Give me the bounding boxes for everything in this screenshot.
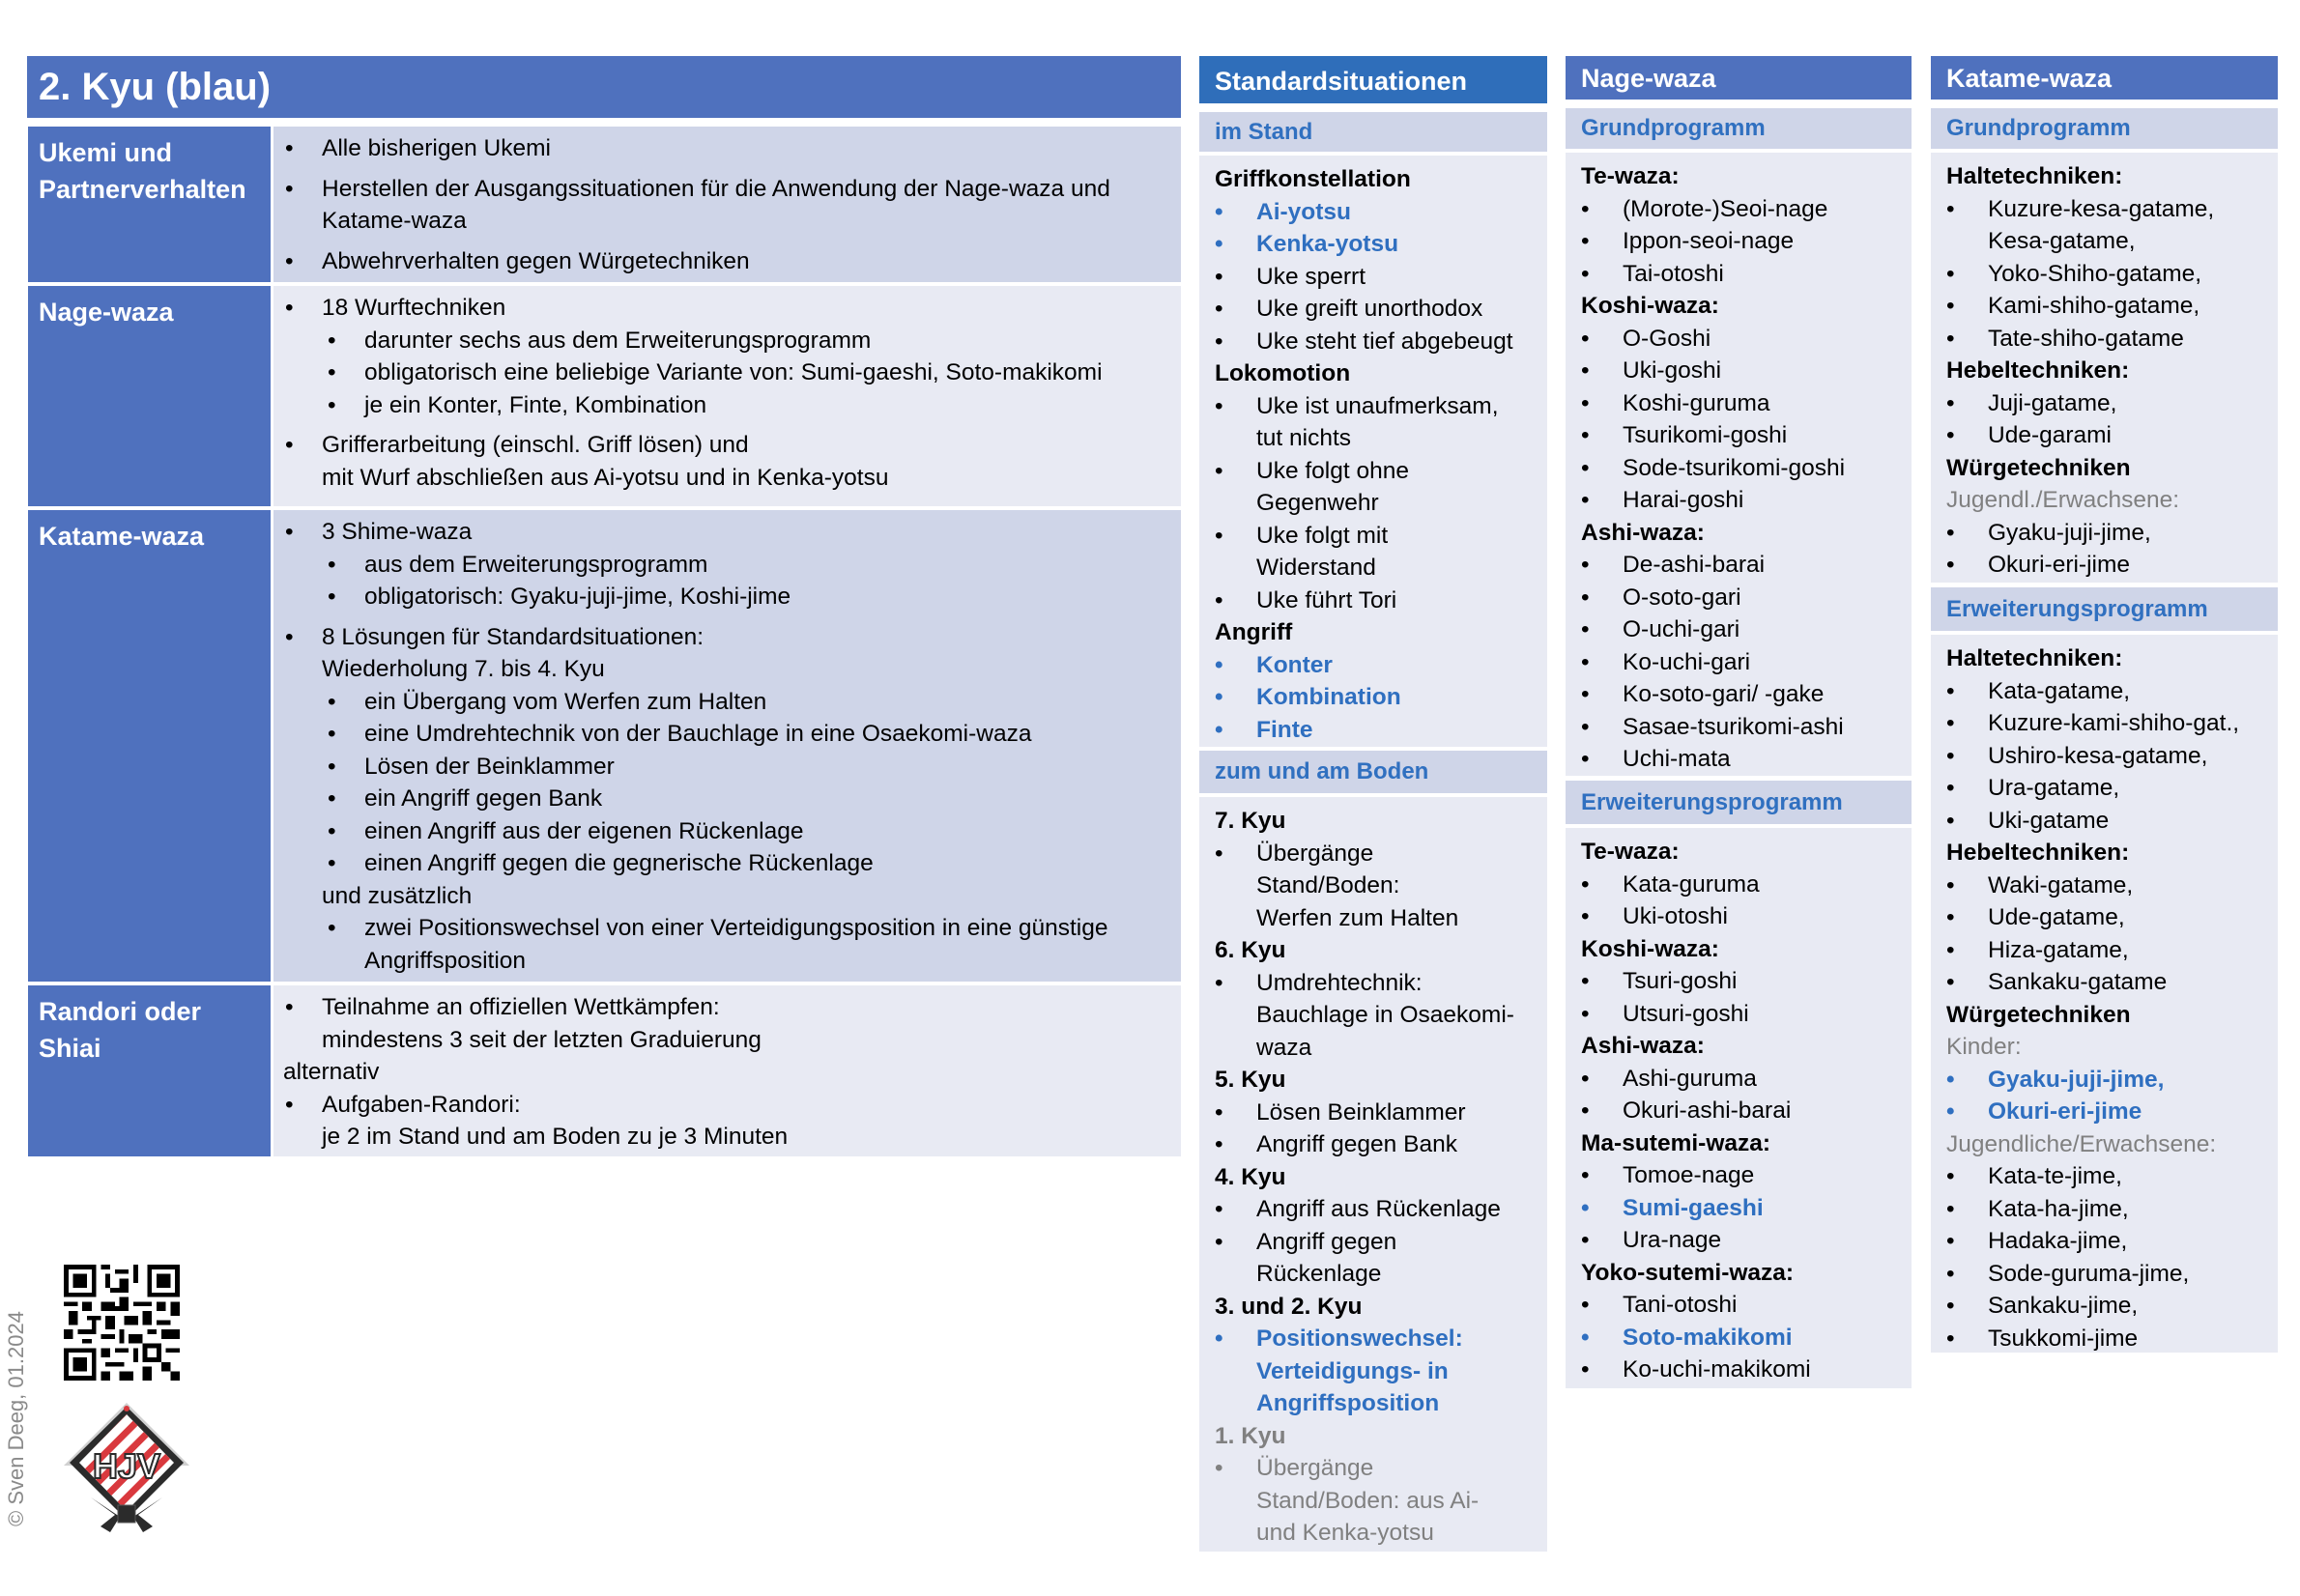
list-item: • Sankaku-gatame <box>1946 966 2270 999</box>
row-label-line: Partnerverhalten <box>39 175 246 204</box>
group-heading: Yoko-sutemi-waza: <box>1581 1259 1795 1286</box>
list-item: • Sode-tsurikomi-goshi <box>1581 452 1904 485</box>
list-item-highlight: • Positionswechsel: <box>1215 1323 1539 1355</box>
list-item-continuation: Angriffsposition <box>1256 1390 1440 1416</box>
list-item: • Herstellen der Ausgangssituationen für die Anwendung der Nage-waza und <box>283 173 1181 206</box>
list-item: • Alle bisherigen Ukemi <box>283 132 1181 165</box>
list-item: • Uke führt Tori <box>1215 584 1539 617</box>
list-item: • Kuzure-kami-shiho-gat., <box>1946 707 2270 740</box>
list-item-continuation: mindestens 3 seit der letzten Graduierung <box>322 1026 762 1053</box>
qr-code-icon[interactable] <box>64 1265 180 1381</box>
row-content-randori <box>273 985 1181 1156</box>
list-item: • Aufgaben-Randori: <box>283 1089 1181 1122</box>
list-item: • O-uchi-gari <box>1581 613 1904 646</box>
list-item: • Kata-guruma <box>1581 869 1904 901</box>
section-body-katame-erweiterungsprogramm <box>1931 635 2278 1353</box>
list-note: alternativ <box>283 1059 380 1085</box>
sub-list-item: • obligatorisch: Gyaku-juji-jime, Koshi-jime <box>283 581 1181 613</box>
list-item-highlight: • Finte <box>1215 714 1539 747</box>
list-item: • De-ashi-barai <box>1581 549 1904 582</box>
row-label-line: Shiai <box>39 1034 101 1063</box>
group-heading: Würgetechniken <box>1946 454 2131 481</box>
list-item: • Koshi-guruma <box>1581 387 1904 420</box>
group-heading: Ma-sutemi-waza: <box>1581 1129 1771 1156</box>
group-heading: Hebeltechniken: <box>1946 357 2130 384</box>
group-heading: 7. Kyu <box>1215 808 1286 834</box>
list-item-continuation: Wiederholung 7. bis 4. Kyu <box>322 656 605 682</box>
list-item: • Angriff aus Rückenlage <box>1215 1193 1539 1226</box>
page-title: 2. Kyu (blau) <box>27 56 1181 118</box>
list-item: • Uki-gatame <box>1946 805 2270 838</box>
list-item: • Uki-otoshi <box>1581 900 1904 933</box>
list-item: • (Morote-)Seoi-nage <box>1581 193 1904 226</box>
list-item: • Tate-shiho-gatame <box>1946 323 2270 356</box>
list-item-highlight: • Ai-yotsu <box>1215 196 1539 229</box>
list-item-continuation: Verteidigungs- in <box>1256 1357 1449 1384</box>
group-heading: Würgetechniken <box>1946 1001 2131 1028</box>
list-item-highlight: • Kombination <box>1215 681 1539 714</box>
list-item: • Uke folgt ohne <box>1215 455 1539 488</box>
list-item-continuation: und zusätzlich <box>322 882 473 909</box>
sub-list-item: • obligatorisch eine beliebige Variante von: Sumi-gaeshi, Soto-makikomi <box>283 356 1181 389</box>
row-content-ukemi <box>273 127 1181 282</box>
list-item: • Angriff gegen <box>1215 1226 1539 1259</box>
list-item-highlight: • Okuri-eri-jime <box>1946 1096 2270 1128</box>
section-body-nage-grundprogramm <box>1566 153 1912 776</box>
list-item: • Waki-gatame, <box>1946 869 2270 902</box>
column-header-standardsituationen: Standardsituationen <box>1199 56 1547 103</box>
list-item: • Tsukkomi-jime <box>1946 1323 2270 1355</box>
group-heading: Koshi-waza: <box>1581 293 1719 319</box>
list-item: • Tai-otoshi <box>1581 258 1904 291</box>
list-item: • Tsurikomi-goshi <box>1581 419 1904 452</box>
group-subheading-muted: Jugendliche/Erwachsene: <box>1946 1130 2217 1157</box>
row-label-line: Ukemi und <box>39 138 173 167</box>
list-item: • O-soto-gari <box>1581 582 1904 614</box>
list-item: • Hadaka-jime, <box>1946 1225 2270 1258</box>
list-item: • Ude-gatame, <box>1946 901 2270 934</box>
list-item: • Kuzure-kesa-gatame, <box>1946 193 2270 226</box>
section-body-katame-grundprogramm <box>1931 153 2278 583</box>
list-item: • Ude-garami <box>1946 419 2270 452</box>
list-item: • Ippon-seoi-nage <box>1581 225 1904 258</box>
list-item: • Sankaku-jime, <box>1946 1290 2270 1323</box>
list-item: • Grifferarbeitung (einschl. Griff lösen) und <box>283 429 1181 462</box>
list-item-highlight: • Soto-makikomi <box>1581 1322 1904 1354</box>
list-item: • Okuri-ashi-barai <box>1581 1095 1904 1127</box>
list-item: • Ashi-guruma <box>1581 1063 1904 1096</box>
group-heading: 4. Kyu <box>1215 1163 1286 1190</box>
group-subheading-muted: Kinder: <box>1946 1034 2022 1060</box>
row-label-ukemi <box>28 127 271 282</box>
list-item: • Ko-soto-gari/ -gake <box>1581 678 1904 711</box>
list-item: • Ura-gatame, <box>1946 772 2270 805</box>
group-heading: Haltetechniken: <box>1946 163 2123 189</box>
list-item: • 3 Shime-waza <box>283 516 1181 549</box>
section-header-im-stand: im Stand <box>1199 112 1547 152</box>
column-header-katame-waza: Katame-waza <box>1931 56 2278 100</box>
list-item: • Kata-te-jime, <box>1946 1160 2270 1193</box>
row-label-line: Randori oder <box>39 997 202 1026</box>
list-item: • Okuri-eri-jime <box>1946 549 2270 582</box>
list-item: • O-Goshi <box>1581 323 1904 356</box>
list-item-continuation: Rückenlage <box>1256 1261 1382 1287</box>
group-heading: Ashi-waza: <box>1581 1033 1705 1059</box>
list-item: • Yoko-Shiho-gatame, <box>1946 258 2270 291</box>
list-item-continuation: und Kenka-yotsu <box>1256 1520 1434 1546</box>
sub-list-item: • Lösen der Beinklammer <box>283 751 1181 784</box>
section-header-nage-grundprogramm: Grundprogramm <box>1566 108 1912 149</box>
row-label-randori <box>28 985 271 1156</box>
section-body-im-stand <box>1199 156 1547 747</box>
group-heading-muted: 1. Kyu <box>1215 1422 1286 1449</box>
list-item: • Kami-shiho-gatame, <box>1946 290 2270 323</box>
column-header-nage-waza: Nage-waza <box>1566 56 1912 100</box>
section-header-katame-grundprogramm: Grundprogramm <box>1931 108 2278 149</box>
list-item: • Ko-uchi-gari <box>1581 646 1904 679</box>
list-item-continuation: Gegenwehr <box>1256 490 1379 516</box>
list-item: • Angriff gegen Bank <box>1215 1128 1539 1161</box>
list-item: • Uke steht tief abgebeugt <box>1215 326 1539 358</box>
hjv-logo-icon <box>62 1403 191 1536</box>
logo-text: HJV <box>92 1446 161 1486</box>
list-item: • Sode-guruma-jime, <box>1946 1258 2270 1291</box>
row-label-nage-waza: Nage-waza <box>28 286 271 506</box>
list-item-continuation: Angriffsposition <box>364 947 527 974</box>
list-item: • Ushiro-kesa-gatame, <box>1946 740 2270 773</box>
list-item: • Uke sperrt <box>1215 261 1539 294</box>
list-item-continuation: Stand/Boden: <box>1256 872 1400 898</box>
group-heading: Hebeltechniken: <box>1946 840 2130 866</box>
group-heading: Te-waza: <box>1581 839 1680 865</box>
list-item-highlight: • Gyaku-juji-jime, <box>1946 1064 2270 1097</box>
sub-list-item: • darunter sechs aus dem Erweiterungsprogramm <box>283 325 1181 357</box>
list-item: • Lösen Beinklammer <box>1215 1097 1539 1129</box>
list-item: • 8 Lösungen für Standardsituationen: <box>283 621 1181 654</box>
list-item: • Ura-nage <box>1581 1224 1904 1257</box>
list-item-continuation: je 2 im Stand und am Boden zu je 3 Minuten <box>322 1124 789 1150</box>
list-item-continuation: Kesa-gatame, <box>1988 228 2136 254</box>
list-item: • Uchi-mata <box>1581 743 1904 776</box>
sub-list-item: • eine Umdrehtechnik von der Bauchlage in eine Osaekomi-waza <box>283 718 1181 751</box>
list-item: • Abwehrverhalten gegen Würgetechniken <box>283 245 1181 278</box>
list-item: • Tomoe-nage <box>1581 1159 1904 1192</box>
group-heading: 3. und 2. Kyu <box>1215 1293 1363 1320</box>
group-subheading-muted: Jugendl./Erwachsene: <box>1946 487 2180 513</box>
list-item: • Uke greift unorthodox <box>1215 293 1539 326</box>
list-item-continuation: Stand/Boden: aus Ai- <box>1256 1487 1480 1514</box>
sub-list-item: • zwei Positionswechsel von einer Verteidigungsposition in eine günstige <box>283 912 1181 945</box>
sub-list-item: • ein Übergang vom Werfen zum Halten <box>283 686 1181 719</box>
list-item-continuation: Widerstand <box>1256 555 1376 581</box>
list-item-continuation: Werfen zum Halten <box>1256 904 1459 931</box>
list-item-continuation: Bauchlage in Osaekomi- <box>1256 1002 1514 1028</box>
row-label-katame-waza: Katame-waza <box>28 510 271 982</box>
list-item: • Umdrehtechnik: <box>1215 967 1539 1000</box>
list-item-continuation: Katame-waza <box>322 208 467 234</box>
group-heading: 5. Kyu <box>1215 1067 1286 1093</box>
sub-list-item: • einen Angriff aus der eigenen Rückenlage <box>283 815 1181 848</box>
sub-list-item: • einen Angriff gegen die gegnerische Rückenlage <box>283 847 1181 880</box>
list-item: • Gyaku-juji-jime, <box>1946 517 2270 550</box>
list-item: • Uke ist unaufmerksam, <box>1215 390 1539 423</box>
row-content-katame-waza <box>273 510 1181 982</box>
list-item: • Hiza-gatame, <box>1946 934 2270 967</box>
group-heading: Koshi-waza: <box>1581 935 1719 962</box>
list-item: • Tani-otoshi <box>1581 1289 1904 1322</box>
list-item: • Harai-goshi <box>1581 484 1904 517</box>
list-item: • 18 Wurftechniken <box>283 292 1181 325</box>
list-item: • Utsuri-goshi <box>1581 998 1904 1031</box>
list-item-continuation: tut nichts <box>1256 425 1352 451</box>
list-item: • Kata-ha-jime, <box>1946 1193 2270 1226</box>
group-heading: Te-waza: <box>1581 163 1680 189</box>
list-item-highlight: • Kenka-yotsu <box>1215 228 1539 261</box>
list-item: • Ko-uchi-makikomi <box>1581 1354 1904 1386</box>
list-item: • Uke folgt mit <box>1215 520 1539 553</box>
sub-list-item: • aus dem Erweiterungsprogramm <box>283 549 1181 582</box>
section-header-katame-erweiterungsprogramm: Erweiterungsprogramm <box>1931 587 2278 631</box>
list-item: • Übergänge <box>1215 838 1539 870</box>
list-item: • Kata-gatame, <box>1946 675 2270 708</box>
section-body-nage-erweiterungsprogramm <box>1566 828 1912 1388</box>
group-heading: Griffkonstellation <box>1215 166 1411 192</box>
list-item-highlight: • Sumi-gaeshi <box>1581 1192 1904 1225</box>
list-item-highlight: • Konter <box>1215 649 1539 682</box>
section-header-boden: zum und am Boden <box>1199 751 1547 793</box>
list-item: • Tsuri-goshi <box>1581 965 1904 998</box>
section-header-nage-erweiterungsprogramm: Erweiterungsprogramm <box>1566 781 1912 824</box>
group-heading: Lokomotion <box>1215 360 1351 386</box>
copyright-text: © Sven Deeg, 01.2024 <box>4 1311 28 1526</box>
sub-list-item: • ein Angriff gegen Bank <box>283 783 1181 815</box>
list-item: • Uki-goshi <box>1581 355 1904 387</box>
group-heading: Ashi-waza: <box>1581 519 1705 546</box>
row-content-nage-waza <box>273 286 1181 506</box>
list-item: • Juji-gatame, <box>1946 387 2270 420</box>
group-heading: Haltetechniken: <box>1946 645 2123 671</box>
group-heading: Angriff <box>1215 619 1293 645</box>
group-heading: 6. Kyu <box>1215 937 1286 963</box>
list-item-continuation: waza <box>1256 1034 1312 1061</box>
list-item: • Teilnahme an offiziellen Wettkämpfen: <box>283 991 1181 1024</box>
section-body-boden <box>1199 797 1547 1552</box>
list-item-continuation: mit Wurf abschließen aus Ai-yotsu und in Kenka-yotsu <box>322 464 889 491</box>
sub-list-item: • je ein Konter, Finte, Kombination <box>283 389 1181 422</box>
list-item: • Sasae-tsurikomi-ashi <box>1581 711 1904 744</box>
list-item-muted: • Übergänge <box>1215 1452 1539 1485</box>
